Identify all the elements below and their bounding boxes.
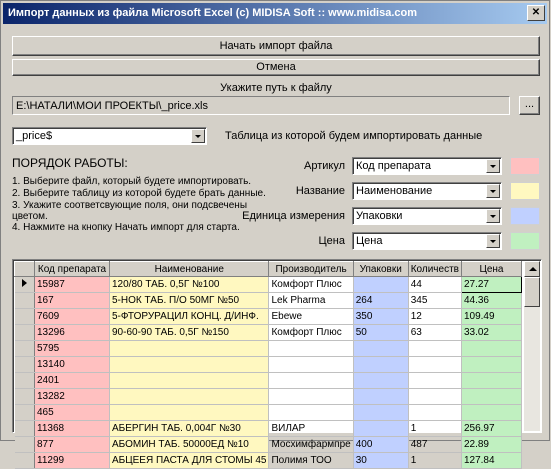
mapping-select-unit[interactable] — [352, 207, 502, 225]
mapping-label-article: Артикул — [303, 160, 345, 172]
title-bar[interactable] — [3, 3, 547, 24]
file-path-field[interactable]: E:\НАТАЛИ\МОИ ПРОЕКТЫ\_price.xls — [12, 96, 510, 115]
table-select-value: _price$ — [16, 130, 53, 142]
grid-cell[interactable]: Полимя ТОО — [269, 453, 353, 469]
column-header[interactable]: Наименование — [110, 262, 269, 277]
column-header[interactable]: Цена — [461, 262, 521, 277]
row-indicator[interactable] — [15, 357, 35, 373]
grid-cell[interactable] — [353, 341, 408, 357]
grid-cell[interactable] — [408, 405, 461, 421]
mapping-select-price[interactable] — [352, 232, 502, 250]
row-indicator[interactable] — [15, 325, 35, 341]
table-row[interactable] — [15, 405, 522, 421]
mapping-select-unit-value: Упаковки — [356, 210, 403, 222]
grid-cell[interactable]: 27.27 — [461, 277, 521, 293]
mapping-color-unit — [510, 207, 540, 225]
grid-cell[interactable]: 1 — [408, 421, 461, 437]
grid-cell[interactable] — [353, 389, 408, 405]
grid-cell[interactable]: 465 — [35, 405, 110, 421]
mapping-color-name — [510, 182, 540, 200]
row-indicator[interactable] — [15, 453, 35, 469]
start-import-button[interactable]: Начать импорт файла — [12, 36, 540, 56]
grid-cell[interactable] — [110, 373, 269, 389]
grid-table — [14, 261, 522, 469]
chevron-down-icon[interactable] — [486, 209, 500, 223]
grid-cell[interactable]: ВИЛАР — [269, 421, 353, 437]
mapping-color-price — [510, 232, 540, 250]
grid-cell[interactable]: 256.97 — [461, 421, 521, 437]
table-row[interactable] — [15, 421, 522, 437]
grid-cell[interactable] — [110, 405, 269, 421]
row-indicator[interactable] — [15, 309, 35, 325]
chevron-down-icon[interactable] — [486, 159, 500, 173]
grid-cell[interactable]: АБЦЕЕЯ ПАСТА ДЛЯ СТОМЫ 45 — [110, 453, 269, 469]
grid-cell[interactable]: 33.02 — [461, 325, 521, 341]
grid-cell[interactable] — [461, 389, 521, 405]
table-row[interactable] — [15, 309, 522, 325]
mapping-label-price: Цена — [318, 235, 345, 247]
grid-cell[interactable]: 15987 — [35, 277, 110, 293]
grid-cell[interactable]: 11299 — [35, 453, 110, 469]
grid-cell[interactable]: 120/80 ТАБ. 0,5Г №100 — [110, 277, 269, 293]
instruction-step-4: 4. Нажмите на кнопку Начать импорт для старта. — [12, 222, 240, 233]
grid-cell[interactable]: 30 — [353, 453, 408, 469]
mapping-label-unit: Единица измерения — [242, 210, 345, 222]
grid-cell[interactable]: 90-60-90 ТАБ. 0,5Г №150 — [110, 325, 269, 341]
table-row[interactable] — [15, 389, 522, 405]
grid-cell[interactable] — [353, 277, 408, 293]
table-row[interactable] — [15, 437, 522, 453]
grid-cell[interactable]: 13296 — [35, 325, 110, 341]
grid-cell[interactable]: 345 — [408, 293, 461, 309]
grid-cell[interactable] — [269, 341, 353, 357]
grid-cell[interactable]: 44 — [408, 277, 461, 293]
grid-cell[interactable] — [269, 373, 353, 389]
grid-cell[interactable]: 12 — [408, 309, 461, 325]
current-row-arrow-icon — [22, 279, 27, 287]
grid-cell[interactable] — [408, 389, 461, 405]
column-header[interactable]: Количеств — [408, 262, 461, 277]
grid-cell[interactable]: Комфорт Плюс — [269, 325, 353, 341]
instruction-step-1: 1. Выберите файл, который будете импортировать. — [12, 176, 252, 187]
grid-cell[interactable]: 109.49 — [461, 309, 521, 325]
instructions-heading: ПОРЯДОК РАБОТЫ: — [12, 156, 128, 170]
grid-cell[interactable]: Lek Pharma — [269, 293, 353, 309]
column-header[interactable]: Производитель — [269, 262, 353, 277]
grid-cell[interactable]: 63 — [408, 325, 461, 341]
grid-cell[interactable] — [269, 405, 353, 421]
row-indicator[interactable] — [15, 389, 35, 405]
mapping-select-article-value: Код препарата — [356, 160, 432, 172]
row-indicator[interactable] — [15, 421, 35, 437]
mapping-select-name-value: Наименование — [356, 185, 433, 197]
grid-cell[interactable]: АБОМИН ТАБ. 50000ЕД №10 — [110, 437, 269, 453]
table-row[interactable] — [15, 453, 522, 469]
grid-cell[interactable]: 400 — [353, 437, 408, 453]
mapping-label-name: Название — [295, 185, 345, 197]
grid-cell[interactable]: 13282 — [35, 389, 110, 405]
chevron-down-icon[interactable] — [191, 129, 205, 143]
grid-cell[interactable] — [408, 373, 461, 389]
data-grid[interactable] — [12, 259, 542, 466]
grid-cell[interactable] — [110, 389, 269, 405]
table-row[interactable] — [15, 341, 522, 357]
grid-cell[interactable] — [461, 405, 521, 421]
column-header[interactable]: Код препарата — [35, 262, 110, 277]
instruction-step-2: 2. Выберите таблицу из которой будете брать данные. — [12, 188, 266, 199]
grid-cell[interactable] — [408, 341, 461, 357]
grid-cell[interactable]: АБЕРГИН ТАБ. 0,004Г №30 — [110, 421, 269, 437]
scroll-up-button[interactable] — [524, 261, 540, 277]
table-row[interactable] — [15, 325, 522, 341]
table-select[interactable] — [12, 127, 207, 145]
grid-cell[interactable]: 7609 — [35, 309, 110, 325]
grid-cell[interactable]: 127.84 — [461, 453, 521, 469]
grid-cell[interactable]: 5-НОК ТАБ. П/О 50МГ №50 — [110, 293, 269, 309]
browse-button[interactable]: ... — [519, 96, 540, 115]
row-indicator[interactable] — [15, 373, 35, 389]
grid-corner — [15, 262, 35, 277]
grid-cell[interactable]: 264 — [353, 293, 408, 309]
grid-cell[interactable]: 5-ФТОРУРАЦИЛ КОНЦ. Д/ИНФ. — [110, 309, 269, 325]
row-indicator[interactable] — [15, 277, 35, 293]
grid-cell[interactable]: 22.89 — [461, 437, 521, 453]
grid-cell[interactable]: 13140 — [35, 357, 110, 373]
grid-cell[interactable]: 350 — [353, 309, 408, 325]
column-header[interactable]: Упаковки — [353, 262, 408, 277]
grid-cell[interactable]: Мосхимфармпре — [269, 437, 353, 453]
grid-cell[interactable]: 167 — [35, 293, 110, 309]
vertical-scrollbar[interactable] — [524, 261, 540, 431]
mapping-select-price-value: Цена — [356, 235, 383, 247]
scroll-thumb[interactable] — [524, 277, 540, 307]
close-button[interactable]: ✕ — [527, 5, 545, 21]
grid-cell[interactable] — [461, 341, 521, 357]
grid-cell[interactable] — [110, 357, 269, 373]
cancel-button[interactable]: Отмена — [12, 59, 540, 76]
instruction-step-3-cont: цветом. — [12, 211, 48, 222]
grid-cell[interactable]: 50 — [353, 325, 408, 341]
grid-cell[interactable]: 2401 — [35, 373, 110, 389]
grid-cell[interactable] — [269, 357, 353, 373]
chevron-down-icon[interactable] — [486, 184, 500, 198]
grid-cell[interactable]: Комфорт Плюс — [269, 277, 353, 293]
grid-cell[interactable] — [269, 389, 353, 405]
grid-cell[interactable]: Ebewe — [269, 309, 353, 325]
grid-cell[interactable]: 1 — [408, 453, 461, 469]
row-indicator[interactable] — [15, 437, 35, 453]
chevron-down-icon[interactable] — [486, 234, 500, 248]
grid-cell[interactable] — [353, 357, 408, 373]
grid-cell[interactable]: 877 — [35, 437, 110, 453]
table-row[interactable] — [15, 357, 522, 373]
grid-cell[interactable]: 5795 — [35, 341, 110, 357]
mapping-select-name[interactable] — [352, 182, 502, 200]
table-select-label: Таблица из которой будем импортировать данные — [225, 130, 483, 142]
file-path-label: Укажите путь к файлу — [220, 82, 332, 94]
grid-cell[interactable] — [353, 405, 408, 421]
grid-cell[interactable]: 487 — [408, 437, 461, 453]
grid-cell[interactable] — [353, 421, 408, 437]
grid-cell[interactable] — [461, 373, 521, 389]
mapping-color-article — [510, 157, 540, 175]
grid-cell[interactable] — [408, 357, 461, 373]
row-indicator[interactable] — [15, 405, 35, 421]
grid-cell[interactable] — [461, 357, 521, 373]
window-title: Импорт данных из файла Microsoft Excel (c) MIDISA Soft :: www.midisa.com — [8, 7, 417, 19]
table-row[interactable] — [15, 293, 522, 309]
row-indicator[interactable] — [15, 293, 35, 309]
table-row[interactable] — [15, 277, 522, 293]
row-indicator[interactable] — [15, 341, 35, 357]
table-row[interactable] — [15, 373, 522, 389]
grid-header-row — [15, 262, 522, 277]
mapping-select-article[interactable] — [352, 157, 502, 175]
grid-cell[interactable]: 44.36 — [461, 293, 521, 309]
grid-cell[interactable] — [353, 373, 408, 389]
grid-cell[interactable] — [110, 341, 269, 357]
grid-cell[interactable]: 11368 — [35, 421, 110, 437]
instruction-step-3: 3. Укажите соответсвующие поля, они подсвечены — [12, 200, 248, 211]
